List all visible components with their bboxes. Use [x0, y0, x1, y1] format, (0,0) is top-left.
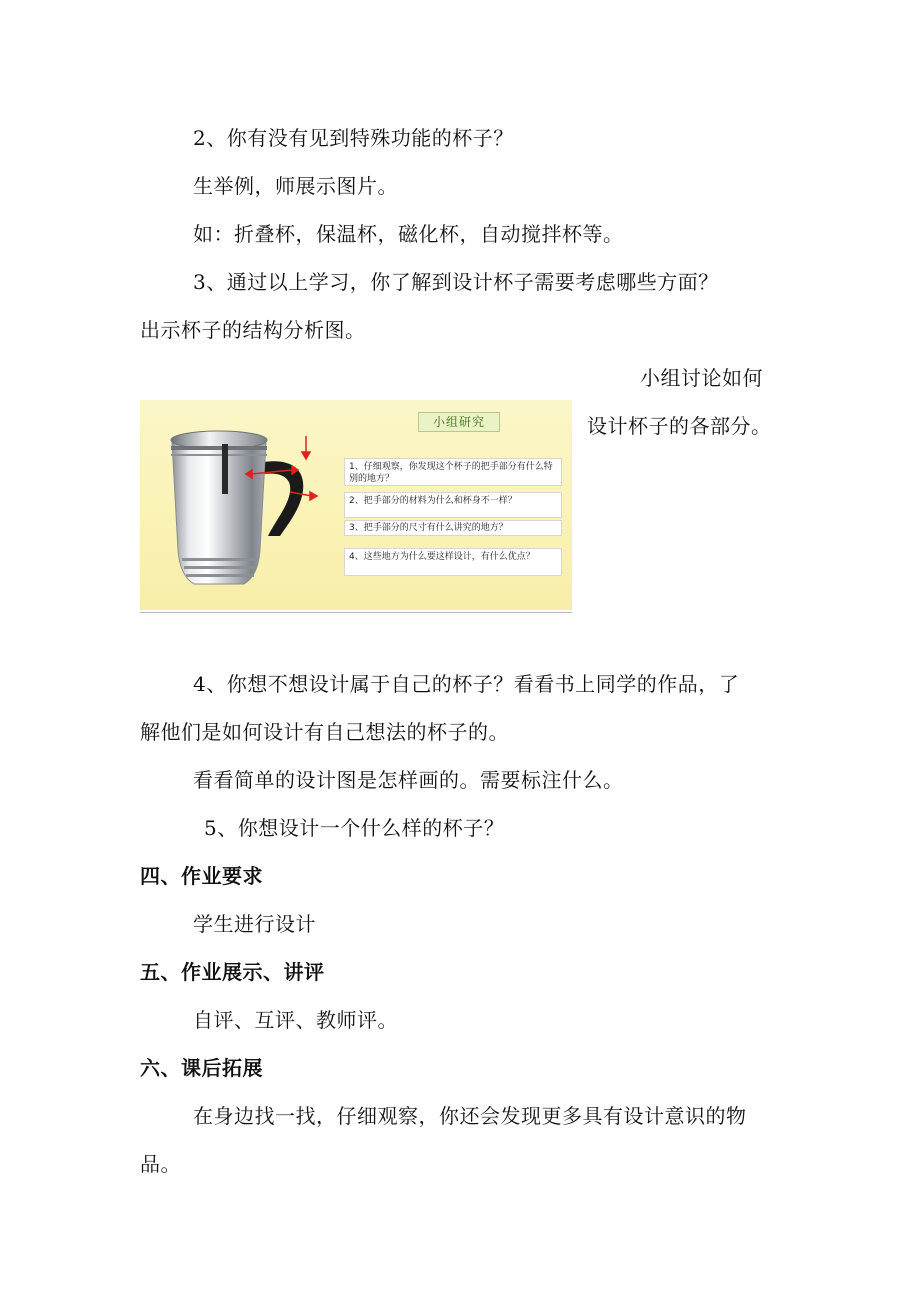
paragraph-show-diagram: 出示杯子的结构分析图。 [140, 318, 366, 342]
paragraph-cup-examples: 如：折叠杯，保温杯，磁化杯，自动搅拌杯等。 [193, 222, 624, 246]
figure-question-1: 1、仔细观察，你发现这个杯子的把手部分有什么特别的地方？ [344, 458, 562, 486]
paragraph-q3: 3、通过以上学习，你了解到设计杯子需要考虑哪些方面？ [193, 270, 719, 294]
paragraph-extension-line1: 在身边找一找，仔细观察，你还会发现更多具有设计意识的物 [193, 1104, 747, 1128]
figure-divider [140, 612, 572, 613]
paragraph-q4-line1: 4、你想不想设计属于自己的杯子？看看书上同学的作品，了 [193, 672, 740, 696]
heading-extension: 六、课后拓展 [140, 1056, 263, 1080]
paragraph-q5: 5、你想设计一个什么样的杯子？ [204, 816, 505, 840]
paragraph-q2: 2、你有没有见到特殊功能的杯子？ [193, 126, 514, 150]
heading-homework-showcase: 五、作业展示、讲评 [140, 960, 325, 984]
paragraph-group-discuss-1: 小组讨论如何 [640, 366, 763, 390]
paragraph-q4-line2: 解他们是如何设计有自己想法的杯子的。 [140, 720, 509, 744]
paragraph-group-discuss-2: 设计杯子的各部分。 [587, 414, 772, 438]
paragraph-design-drawing: 看看简单的设计图是怎样画的。需要标注什么。 [193, 768, 624, 792]
figure-title: 小组研究 [418, 412, 500, 432]
figure-question-4: 4、这些地方为什么要这样设计，有什么优点？ [344, 548, 562, 576]
paragraph-extension-line2: 品。 [140, 1152, 181, 1176]
paragraph-student-design: 学生进行设计 [193, 912, 316, 936]
figure-question-2: 2、把手部分的材料为什么和杯身不一样？ [344, 492, 562, 518]
cup-body-shape [172, 442, 266, 584]
heading-homework-requirements: 四、作业要求 [140, 864, 263, 888]
paragraph-evaluation: 自评、互评、教师评。 [193, 1008, 398, 1032]
paragraph-student-examples: 生举例，师展示图片。 [193, 174, 398, 198]
cup-structure-figure [140, 400, 572, 610]
figure-question-3: 3、把手部分的尺寸有什么讲究的地方？ [344, 520, 562, 536]
